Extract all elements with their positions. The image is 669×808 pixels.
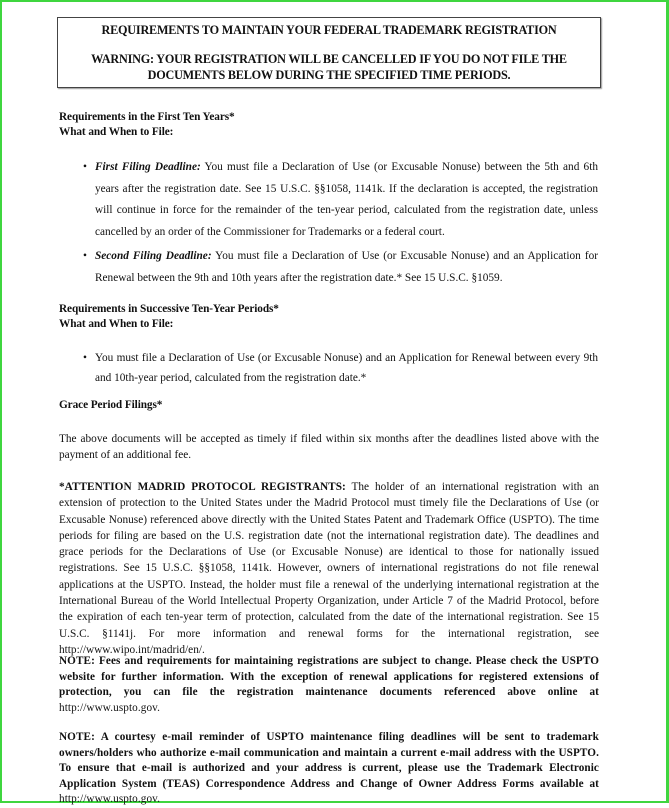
note-email-text: NOTE: A courtesy e-mail reminder of USPTO maintenance filing deadlines will be sent to trademark owners/holders who authorize e-mail communication and maintain a current e-mail address with the USPTO. To ensure that e-mail is authorized and your address is current, please use the Trademark Electronic Application System (TEAS) Correspondence Address and Change of Owner Address Forms available at: [59, 731, 599, 790]
first-filing-deadline-item: [83, 157, 598, 243]
note-email-paragraph: [59, 730, 599, 808]
bullet-icon: •: [83, 352, 87, 364]
madrid-protocol-paragraph: [59, 479, 599, 658]
uspto-link[interactable]: http://www.uspto.gov.: [59, 701, 161, 714]
document-title: REQUIREMENTS TO MAINTAIN YOUR FEDERAL TRADEMARK REGISTRATION: [101, 23, 557, 37]
grace-period-heading: Grace Period Filings*: [59, 399, 163, 411]
warning-line-2: DOCUMENTS BELOW DURING THE SPECIFIED TIME PERIODS.: [147, 68, 511, 82]
note-fees-paragraph: [59, 654, 599, 716]
successive-periods-heading-block: [59, 302, 599, 332]
bullet-icon: •: [83, 161, 87, 173]
first-filing-deadline-text: You must file a Declaration of Use (or Excusable Nonuse) between the 5th and 6th years after the registration date. See 15 U.S.C. §§1058, 1141k. If the declaration is accepted, the registration will continue in force for the remainder of the ten-year period, calculated from the registration date, unless cancelled by an order of the Commissioner for Trademarks or a federal court.: [95, 161, 598, 238]
successive-periods-heading: Requirements in Successive Ten-Year Periods*: [59, 303, 279, 315]
warning-text: [58, 51, 600, 83]
warning-line-1: WARNING: YOUR REGISTRATION WILL BE CANCELLED IF YOU DO NOT FILE THE: [91, 52, 567, 66]
grace-period-heading-block: [59, 398, 599, 413]
bullet-icon: •: [83, 250, 87, 262]
successive-periods-subheading: What and When to File:: [59, 318, 174, 330]
madrid-protocol-label: *ATTENTION MADRID PROTOCOL REGISTRANTS:: [59, 481, 346, 493]
madrid-protocol-text: The holder of an international registration with an extension of protection to the United States under the Madrid Protocol must timely file the Declarations of Use (or Excusable Nonuse) referenced above directly with the United States Patent and Trademark Office (USPTO). The time periods for filing are based on the U.S. registration date (not the international registration date). The deadlines and grace periods for the Declarations of Use (or Excusable Nonuse) are identical to those for nationally issued registrations. See 15 U.S.C. §§1058, 1141k. However, owners of international registrations do not file renewal applications at the USPTO. Instead, the holder must file a renewal of the underlying international registration at the International Bureau of the World Intellectual Property Organization, under Article 7 of the Madrid Protocol, before the expiration of each ten-year term of protection, calculated from the date of the international registration. See 15 U.S.C. §1141j. For more information and renewal forms for the international registration, see http://www.wipo.int/madrid/en/.: [59, 481, 600, 656]
second-filing-deadline-item: [83, 246, 598, 289]
uspto-link[interactable]: http://www.uspto.gov.: [59, 793, 161, 805]
successive-renewal-item: [83, 348, 598, 388]
second-filing-deadline-text: You must file a Declaration of Use (or Excusable Nonuse) and an Application for Renewal between the 9th and 10th years after the registration date.* See 15 U.S.C. §1059.: [95, 250, 598, 284]
first-filing-deadline-label: First Filing Deadline:: [95, 161, 201, 173]
first-ten-years-subheading: What and When to File:: [59, 126, 174, 138]
grace-period-text: The above documents will be accepted as timely if filed within six months after the deadlines listed above with the payment of an additional fee.: [59, 433, 599, 462]
first-ten-years-heading: Requirements in the First Ten Years*: [59, 111, 235, 123]
note-fees-text: NOTE: Fees and requirements for maintaining registrations are subject to change. Please check the USPTO website for further information. With the exception of renewal applications for registered extensions of protection, you can file the registration maintenance documents referenced above online at: [59, 655, 599, 698]
header-box: [57, 17, 601, 88]
successive-renewal-text: You must file a Declaration of Use (or Excusable Nonuse) and an Application for Renewal between every 9th and 10th-year period, calculated from the registration date.*: [95, 352, 598, 384]
first-ten-years-heading-block: [59, 110, 599, 140]
second-filing-deadline-label: Second Filing Deadline:: [95, 250, 212, 262]
